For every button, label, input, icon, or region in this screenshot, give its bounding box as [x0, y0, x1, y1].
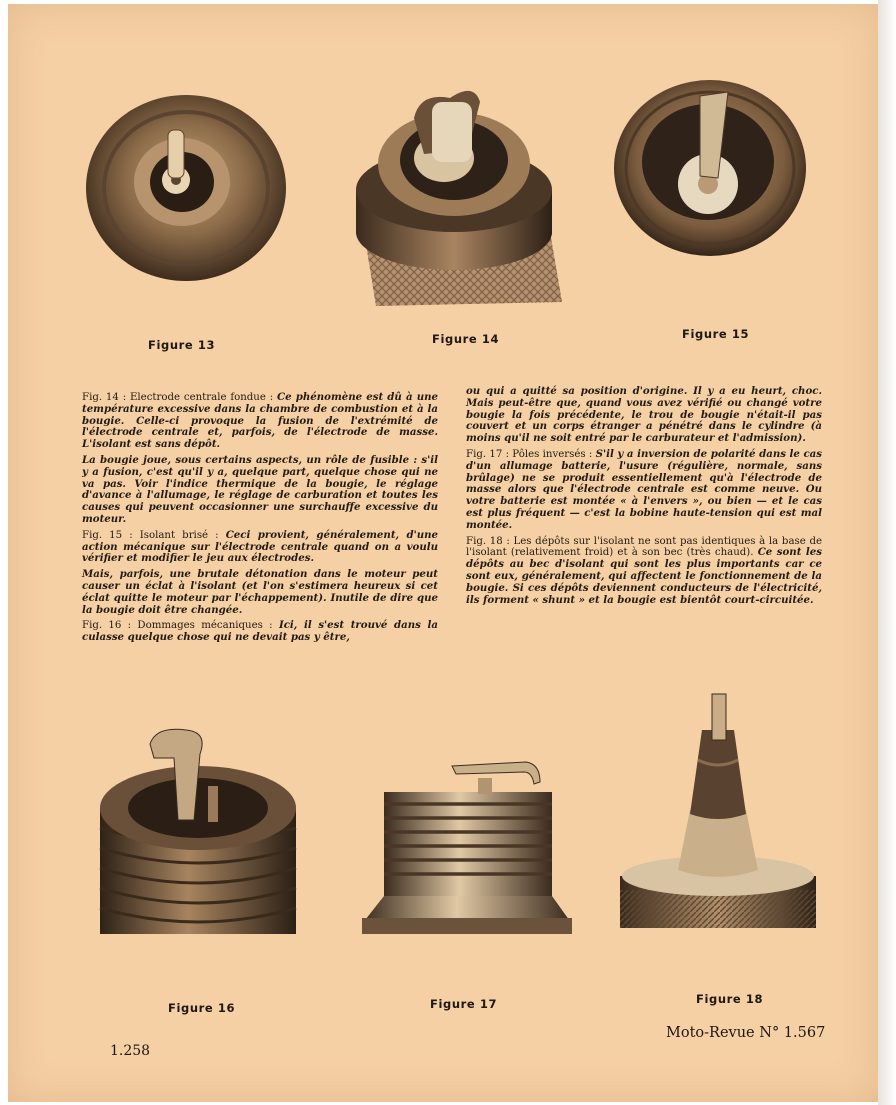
figure-15-caption: Figure 15: [682, 327, 750, 341]
fig15-lead: Fig. 15 : Isolant brisé :: [82, 529, 219, 541]
figure-15-photo: [610, 78, 810, 262]
fig16-lead: Fig. 16 : Dommages mécaniques :: [82, 620, 273, 632]
article-left-column: [82, 392, 438, 648]
fig14-lead: Fig. 14 : Electrode centrale fondue :: [82, 392, 274, 403]
figure-14-caption: Figure 14: [432, 332, 500, 346]
magazine-issue: Moto-Revue N° 1.567: [666, 1025, 826, 1041]
figure-17-photo: [360, 752, 574, 936]
figure-13-caption: Figure 13: [148, 338, 216, 352]
page-edge: [878, 0, 896, 1105]
fig18-body: Ce sont les dépôts au bec d'isolant qui sont les plus importants car ce sont eux, généralement, qui affectent le fonctionnement de la bougie. Si ces dépôts deviennent conducteurs de l'électricité, ils forment « shunt » et la bougie est bientôt court-circuitée.: [466, 546, 822, 606]
fig16-body: Ici, il s'est trouvé dans la culasse quelque chose qui ne devait pas y être,: [82, 619, 438, 644]
fig18-lead: Fig. 18 : Les dépôts sur l'isolant ne sont pas identiques à la base de l'isolant (relativement froid) et à son bec (très chaud).: [466, 535, 822, 559]
paragraph-fig17: [466, 449, 822, 532]
figure-18-caption: Figure 18: [696, 992, 764, 1006]
fig17-body: S'il y a inversion de polarité dans le cas d'un allumage batterie, l'usure (régulière, normale, sans brûlage) ne se produit essentiellement qu'à l'électrode de masse alors que l'électrode centrale est comme neuve. Ou votre batterie est montée « à l'envers », ou bien — et le cas est plus fréquent — c'est la bobine haute-tension qui est mal montée.: [466, 447, 823, 531]
paragraph-detonation: [82, 569, 438, 616]
fusible-body: La bougie joue, sous certains aspects, un rôle de fusible : s'il y a fusion, c'est qu'il y a, quelque part, quelque chose qui ne va pas. Voir l'indice thermique de la bougie, le réglage d'avance à l'allumage, le réglage de carburation et toutes les causes qui peuvent occasionner une surchauffe excessive du moteur.: [82, 453, 438, 525]
paragraph-fig15: [82, 530, 438, 565]
fig15-body: Ceci provient, généralement, d'une action mécanique sur l'électrode centrale quand on a voulu vérifier et modifier le jeu aux électrodes.: [82, 528, 438, 565]
page-number: 1.258: [110, 1043, 151, 1059]
figure-18-photo: [618, 690, 818, 930]
fig14-body: Ce phénomène est dû à une température excessive dans la chambre de combustion et à la bougie. Celle-ci provoque la fusion de l'extrémité de l'électrode centrale et, parfois, de l'électrode de masse. L'isolant est sans dépôt.: [82, 391, 439, 451]
fig17-lead: Fig. 17 : Pôles inversés :: [466, 448, 593, 460]
figure-17-caption: Figure 17: [430, 997, 498, 1011]
paragraph-fusible: [82, 455, 438, 526]
figure-13-photo: [84, 92, 290, 288]
detonation-body: Mais, parfois, une brutale détonation dans le moteur peut causer un éclat à l'isolant (et l'on s'estimera heureux si cet éclat quitte le moteur par l'échappement). Inutile de dire que la bougie doit être changée.: [82, 568, 438, 616]
figure-16-caption: Figure 16: [168, 1001, 236, 1015]
fig16-cont-body: ou qui a quitté sa position d'origine. Il y a eu heurt, choc. Mais peut-être que, quand vous avez vérifié ou changé votre bougie la fois précédente, le trou de bougie n'était-il pas couvert et un corps étranger a pénétré dans le cylindre (à moins qu'il ne soit entré par le carburateur et l'admission).: [466, 385, 822, 445]
paragraph-fig16: [82, 620, 438, 644]
article-right-column: [466, 386, 822, 610]
figure-14-photo: [350, 72, 564, 308]
figure-16-photo: [96, 724, 302, 938]
paragraph-fig16-cont: [466, 386, 822, 445]
paragraph-fig14: [82, 392, 438, 451]
paragraph-fig18: [466, 536, 822, 607]
